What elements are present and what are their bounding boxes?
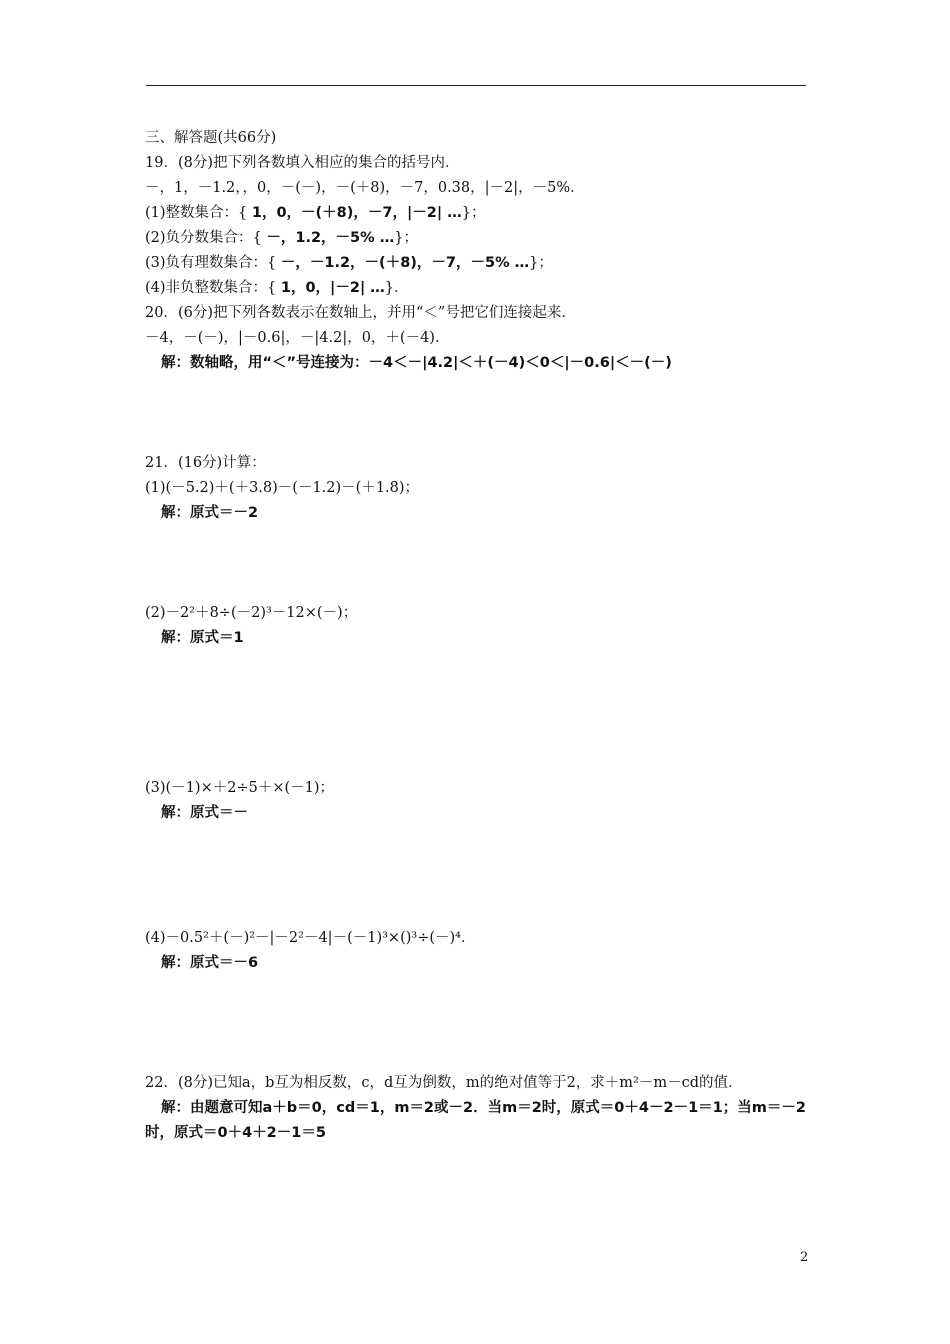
q19-item-close: }； xyxy=(529,255,553,271)
q19-item-2 xyxy=(145,228,418,248)
q22-solution-line-1: 解：由题意可知a＋b＝0，cd＝1，m＝2或－2．当m＝2时，原式＝0＋4－2－1＝1；当m＝－2 xyxy=(161,1100,806,1116)
q21-expr-2: (2)－2²＋8÷(－2)³－12×(－)； xyxy=(145,605,358,621)
q19-item-4 xyxy=(145,278,409,298)
q21-answer-2: 解：原式＝1 xyxy=(161,630,244,646)
page-number: 2 xyxy=(800,1250,809,1265)
q19-item-answer: －，1.2，－5% … xyxy=(266,230,395,246)
q19-item-1 xyxy=(145,203,485,223)
q20-solution: 解：数轴略，用“＜”号连接为：－4＜－|4.2|＜＋(－4)＜0＜|－0.6|＜－(－) xyxy=(161,355,672,371)
q22-solution-line-2: 时，原式＝0＋4＋2－1＝5 xyxy=(145,1125,326,1141)
q19-stem: 19．(8分)把下列各数填入相应的集合的括号内． xyxy=(145,155,460,171)
q19-numbers: －，1，－1.2，，0，－(－)，－(＋8)，－7，0.38，|－2|，－5%． xyxy=(145,180,585,196)
q21-expr-4: (4)－0.5²＋(－)²－|－2²－4|－(－1)³×()³÷(－)⁴． xyxy=(145,930,476,946)
q19-item-label: (4)非负整数集合：{ xyxy=(145,280,277,296)
q19-item-label: (3)负有理数集合：{ xyxy=(145,255,277,271)
q21-stem: 21．(16分)计算： xyxy=(145,455,266,471)
q22-stem: 22．(8分)已知a，b互为相反数，c，d互为倒数，m的绝对值等于2，求＋m²－m－cd的值． xyxy=(145,1075,743,1091)
q19-item-answer: －，－1.2，－(＋8)，－7，－5% … xyxy=(280,255,530,271)
q19-item-label: (1)整数集合：{ xyxy=(145,205,248,221)
q21-expr-3: (3)(－1)×＋2÷5＋×(－1)； xyxy=(145,780,335,796)
q19-item-answer: 1，0，－(＋8)，－7，|－2| … xyxy=(251,205,462,221)
q20-stem: 20．(6分)把下列各数表示在数轴上，并用“＜”号把它们连接起来． xyxy=(145,305,576,321)
q19-item-label: (2)负分数集合：{ xyxy=(145,230,262,246)
q19-item-close: }； xyxy=(394,230,418,246)
q19-item-close: }． xyxy=(384,280,409,296)
q19-item-close: }； xyxy=(461,205,486,221)
q19-item-3 xyxy=(145,253,553,273)
q19-item-answer: 1，0，|－2| … xyxy=(280,280,385,296)
q21-expr-1: (1)(－5.2)＋(＋3.8)－(－1.2)－(＋1.8)； xyxy=(145,480,420,496)
q20-numbers: －4，－(－)，|－0.6|，－|4.2|，0，＋(－4)． xyxy=(145,330,450,346)
q21-answer-3: 解：原式＝－ xyxy=(161,805,248,821)
q21-answer-1: 解：原式＝－2 xyxy=(161,505,259,521)
header-rule xyxy=(146,85,806,86)
section-title: 三、解答题(共66分) xyxy=(145,130,277,146)
q21-answer-4: 解：原式＝－6 xyxy=(161,955,259,971)
